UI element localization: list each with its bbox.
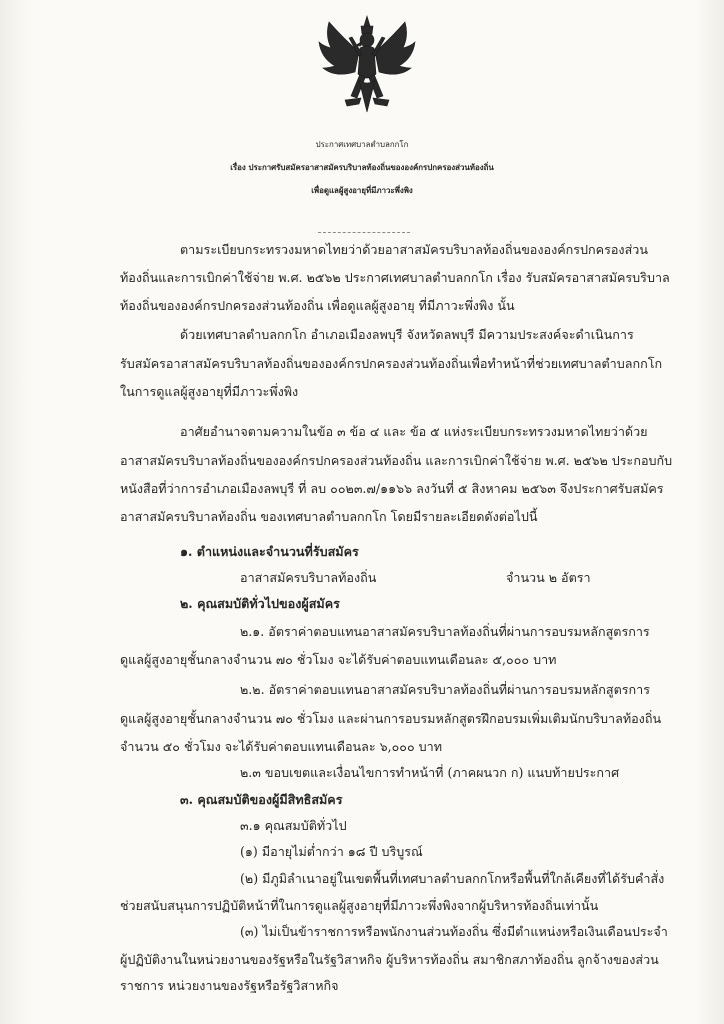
paragraph-line: ตามระเบียบกระทรวงมหาดไทยว่าด้วยอาสาสมัครบริบาลท้องถิ่นขององค์กรปกครองส่วน (180, 242, 648, 257)
paragraph-line: (๒) มีภูมิลำเนาอยู่ในเขตพื้นที่เทศบาลตำบลกกโกหรือพื้นที่ใกล้เคียงที่ได้รับคำสั่ง (240, 871, 665, 886)
subject-title: เรื่อง ประกาศรับสมัครอาสาสมัครบริบาลท้องถิ่นขององค์กรปกครองส่วนท้องถิ่น (230, 163, 494, 172)
paragraph-line: ๒.๓ ขอบเขตและเงื่อนไขการทำหน้าที่ (ภาคผนวก ก) แนบท้ายประกาศ (240, 765, 620, 780)
section-1-heading: ๑. ตำแหน่งและจำนวนที่รับสมัคร (180, 544, 359, 559)
title-block (0, 133, 724, 202)
position-name: อาสาสมัครบริบาลท้องถิ่น (240, 570, 377, 585)
org-title: ประกาศเทศบาลตำบลกกโก (315, 140, 409, 149)
paragraph-line: ราชการ หน่วยงานของรัฐหรือรัฐวิสาหกิจ (120, 978, 339, 993)
paragraph-line: อาศัยอำนาจตามความในข้อ ๓ ข้อ ๔ และ ข้อ ๕ แห่งระเบียบกระทรวงมหาดไทยว่าด้วย (180, 424, 648, 439)
paragraph-line: (๑) มีอายุไม่ต่ำกว่า ๑๘ ปี บริบูรณ์ (240, 844, 423, 859)
paragraph-line: รับสมัครอาสาสมัครบริบาลท้องถิ่นขององค์กรปกครองส่วนท้องถิ่นเพื่อทำหน้าที่ช่วยเทศบาลตำบลกกโก (120, 356, 663, 371)
paragraph-line: ดูแลผู้สูงอายุชั้นกลางจำนวน ๗๐ ชั่วโมง และผ่านการอบรมหลักสูตรฝึกอบรมเพิ่มเติมนักบริบาลท้องถิ่น (120, 711, 662, 726)
paragraph-line: ๒.๑. อัตราค่าตอบแทนอาสาสมัครบริบาลท้องถิ่นที่ผ่านการอบรมหลักสูตรการ (240, 624, 650, 639)
paragraph-line: (๓) ไม่เป็นข้าราชการหรือพนักงานส่วนท้องถิ่น ซึ่งมีตำแหน่งหรือเงินเดือนประจำ (240, 924, 668, 939)
paragraph-line: ในการดูแลผู้สูงอายุที่มีภาวะพึ่งพิง (120, 384, 299, 399)
section-3-heading: ๓. คุณสมบัติของผู้มีสิทธิสมัคร (180, 792, 343, 807)
subject-title-2: เพื่อดูแลผู้สูงอายุที่มีภาวะพึ่งพิง (311, 186, 413, 195)
paragraph-line: ช่วยสนับสนุนการปฏิบัติหน้าที่ในการดูแลผู้สูงอายุที่มีภาวะพึ่งพิงจากผู้บริหารท้องถิ่นเท่านั้น (120, 898, 599, 913)
paragraph-line: อาสาสมัครบริบาลท้องถิ่นขององค์กรปกครองส่วนท้องถิ่น และการเบิกค่าใช้จ่าย พ.ศ. ๒๕๖๒ ประกอบกับ (120, 453, 673, 468)
paragraph-line: จำนวน ๕๐ ชั่วโมง จะได้รับค่าตอบแทนเดือนละ ๖,๐๐๐ บาท (120, 739, 443, 754)
paragraph-line: ๓.๑ คุณสมบัติทั่วไป (240, 818, 347, 833)
garuda-emblem-icon (315, 12, 419, 120)
paragraph-line: ท้องถิ่นขององค์กรปกครองส่วนท้องถิ่น เพื่อดูแลผู้สูงอายุ ที่มีภาวะพึ่งพิง นั้น (120, 298, 515, 313)
section-2-heading: ๒. คุณสมบัติทั่วไปของผู้สมัคร (180, 596, 340, 611)
paragraph-line: ด้วยเทศบาลตำบลกกโก อำเภอเมืองลพบุรี จังหวัดลพบุรี มีความประสงค์จะดำเนินการ (180, 327, 634, 342)
paragraph-line: ๒.๒. อัตราค่าตอบแทนอาสาสมัครบริบาลท้องถิ่นที่ผ่านการอบรมหลักสูตรการ (240, 682, 650, 697)
paragraph-line: หนังสือที่ว่าการอำเภอเมืองลพบุรี ที่ ลบ ๐๐๒๓.๗/๑๑๖๖ ลงวันที่ ๕ สิงหาคม ๒๕๖๓ จึงประกาศรับสมัคร (120, 481, 664, 496)
position-count: จำนวน ๒ อัตรา (506, 570, 591, 585)
paragraph-line: ดูแลผู้สูงอายุชั้นกลางจำนวน ๗๐ ชั่วโมง จะได้รับค่าตอบแทนเดือนละ ๕,๐๐๐ บาท (120, 652, 557, 667)
paragraph-line: ผู้ปฏิบัติงานในหน่วยงานของรัฐหรือในรัฐวิสาหกิจ ผู้บริหารท้องถิ่น สมาชิกสภาท้องถิ่น ลูกจ้างของส่วน (120, 952, 659, 967)
title-divider (318, 232, 410, 233)
paragraph-line: อาสาสมัครบริบาลท้องถิ่น ของเทศบาลตำบลกกโก โดยมีรายละเอียดดังต่อไปนี้ (120, 509, 538, 524)
paragraph-line: ท้องถิ่นและการเบิกค่าใช้จ่าย พ.ศ. ๒๕๖๒ ประกาศเทศบาลตำบลกกโก เรื่อง รับสมัครอาสาสมัครบริบาล (120, 270, 670, 285)
